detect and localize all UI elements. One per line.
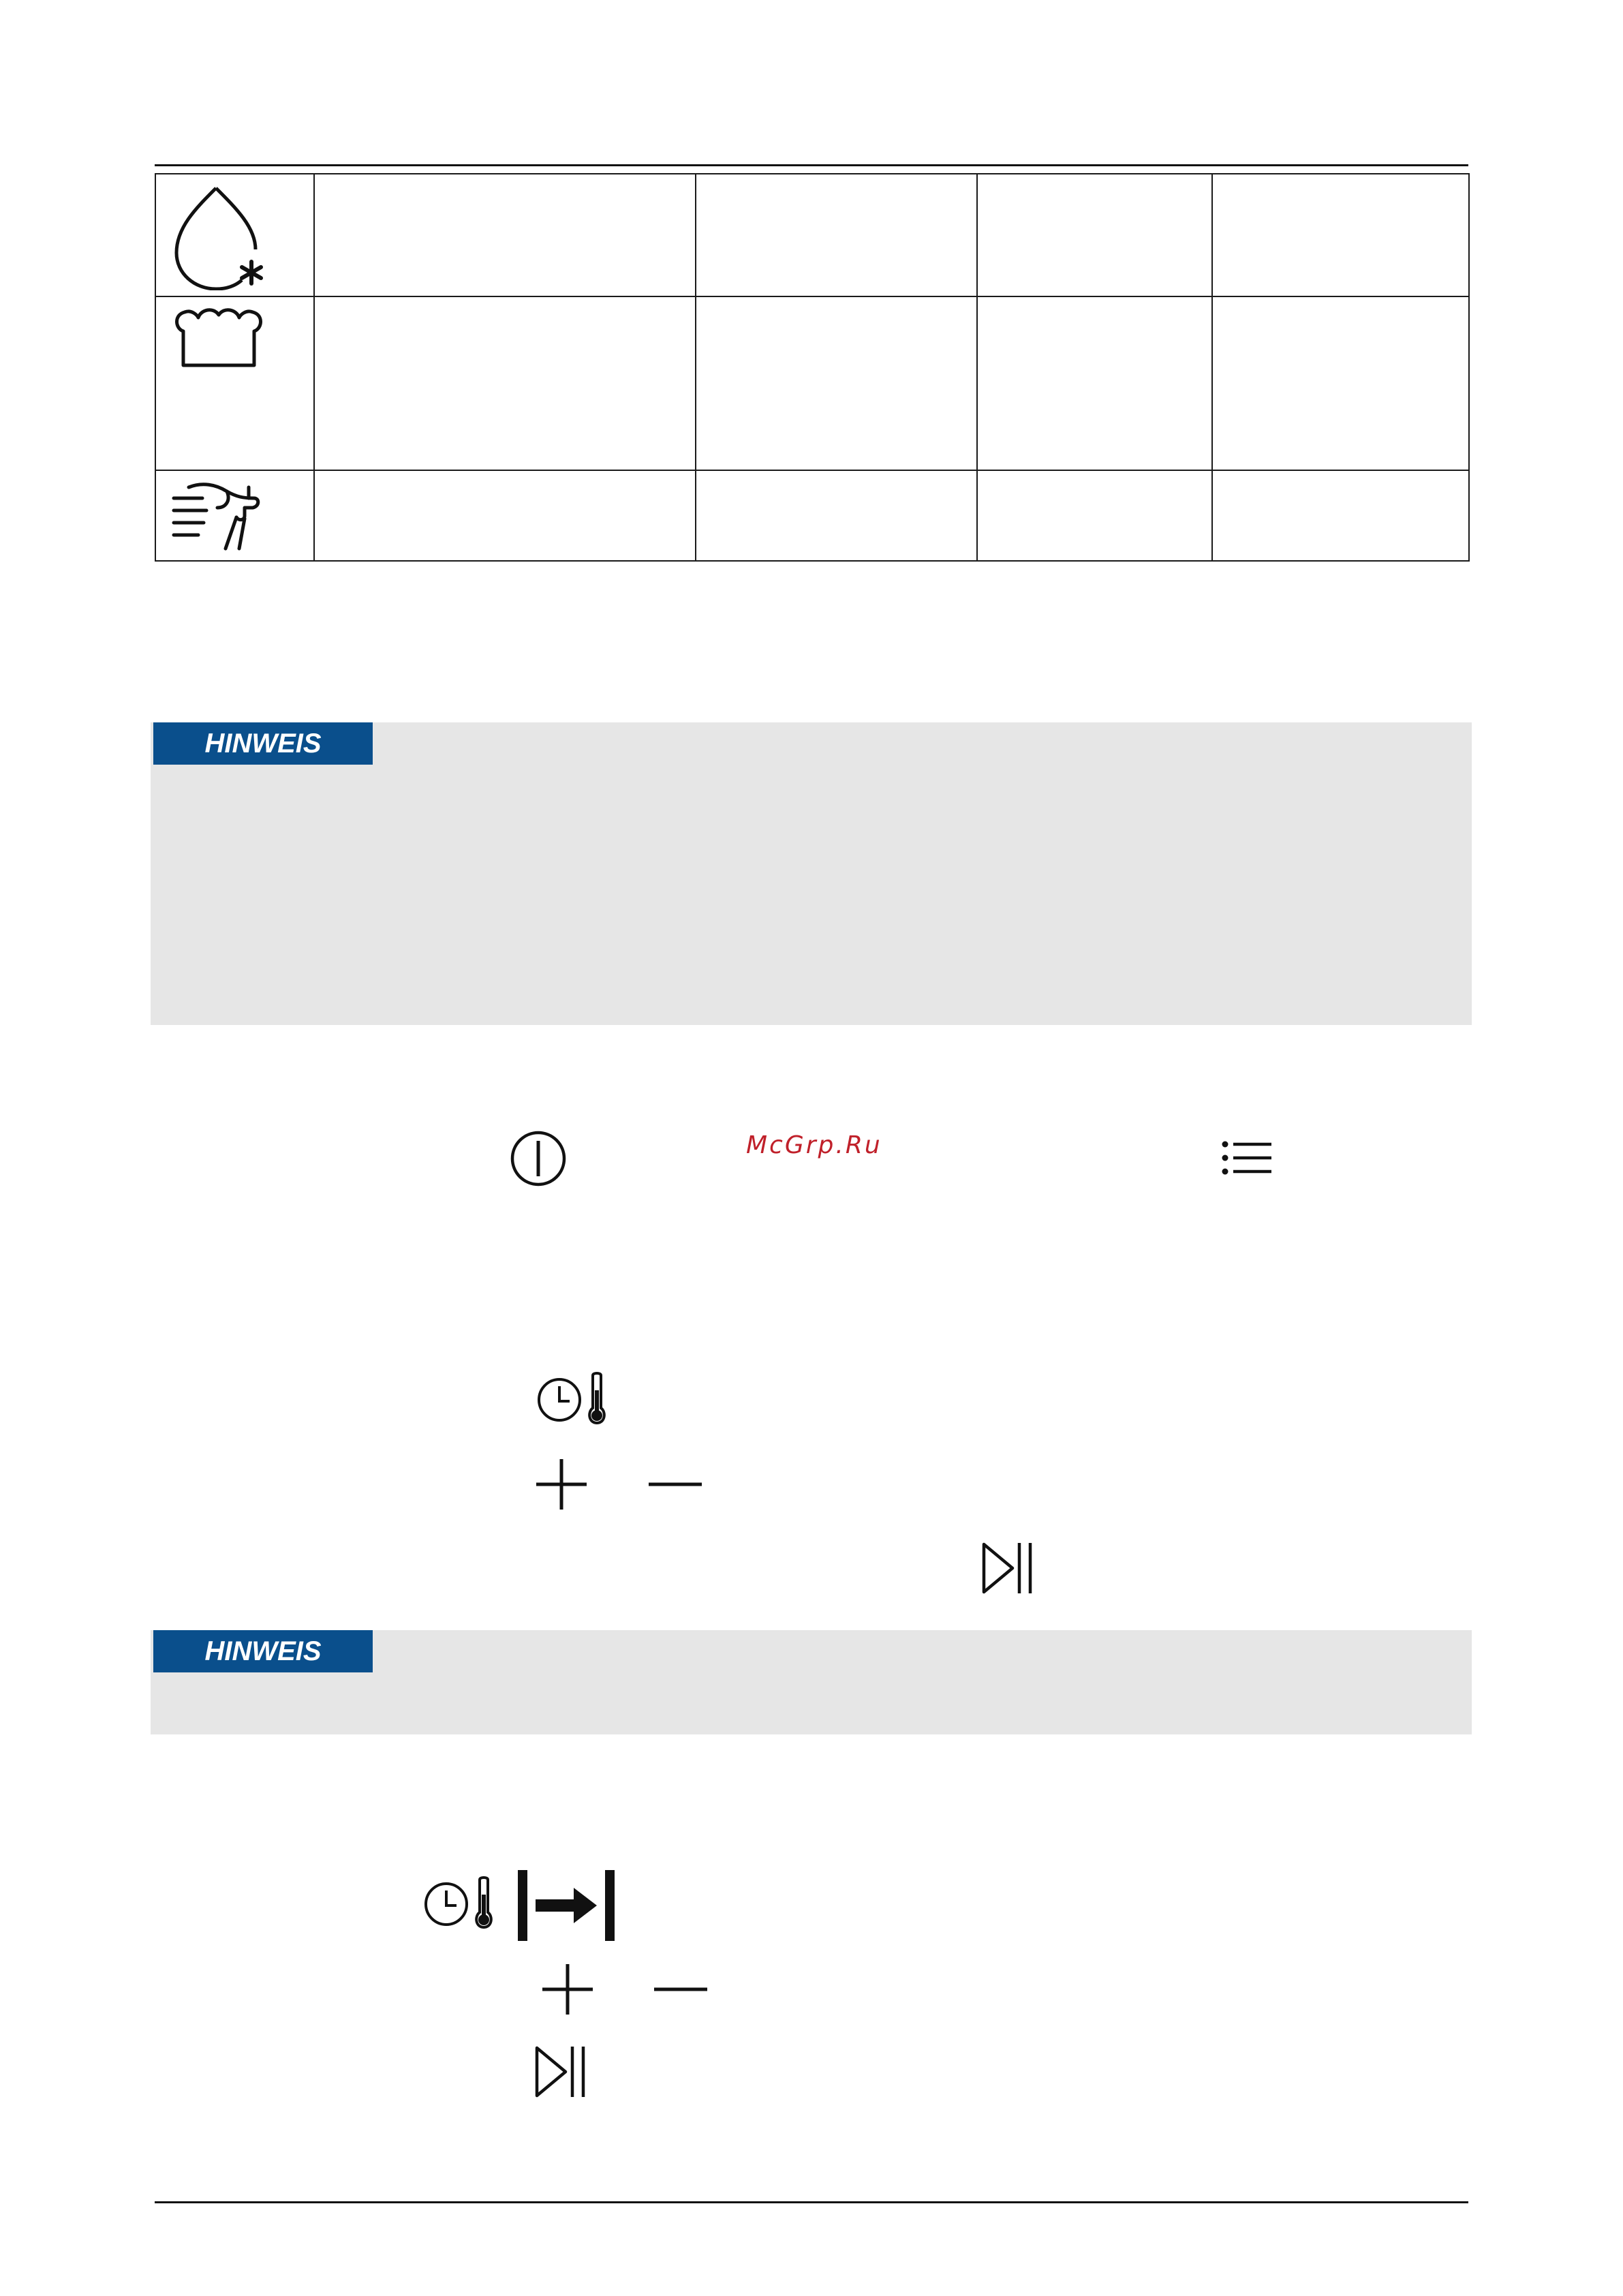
menu-list-icon [1221,1139,1273,1177]
power-icon [508,1129,568,1189]
table-cell-icon [155,174,314,296]
clock-thermometer-icon [422,1876,499,1930]
table-cell [314,470,696,561]
table-cell [696,470,977,561]
end-arrow-icon [515,1867,619,1944]
drop-snowflake-icon [168,181,270,290]
table-cell [696,174,977,296]
table-cell [977,174,1212,296]
hand-air-flow-icon [168,478,270,553]
table-row [155,174,1469,296]
plus-icon [534,1456,589,1512]
program-table [155,173,1470,562]
table-cell [1212,296,1469,470]
clock-thermometer-icon [536,1371,612,1426]
plus-icon [540,1961,596,2017]
table-row [155,296,1469,470]
table-cell [314,296,696,470]
table-cell [696,296,977,470]
notice-box [151,1630,1472,1734]
start-pause-icon [980,1540,1036,1596]
table-cell [314,174,696,296]
table-cell-icon [155,470,314,561]
start-pause-icon [533,2044,589,2100]
minus-icon [653,1984,709,1995]
footer-rule [155,2201,1468,2203]
table-cell-icon [155,296,314,470]
notice-label: HINWEIS [153,722,373,765]
header-rule [155,164,1468,166]
notice-label: HINWEIS [153,1630,373,1672]
table-cell [1212,174,1469,296]
minus-icon [647,1479,703,1490]
table-cell [977,470,1212,561]
table-cell [1212,470,1469,561]
bread-loaf-icon [168,304,270,372]
table-row [155,470,1469,561]
table-cell [977,296,1212,470]
notice-box [151,722,1472,1025]
watermark: McGrp.Ru [746,1131,882,1159]
